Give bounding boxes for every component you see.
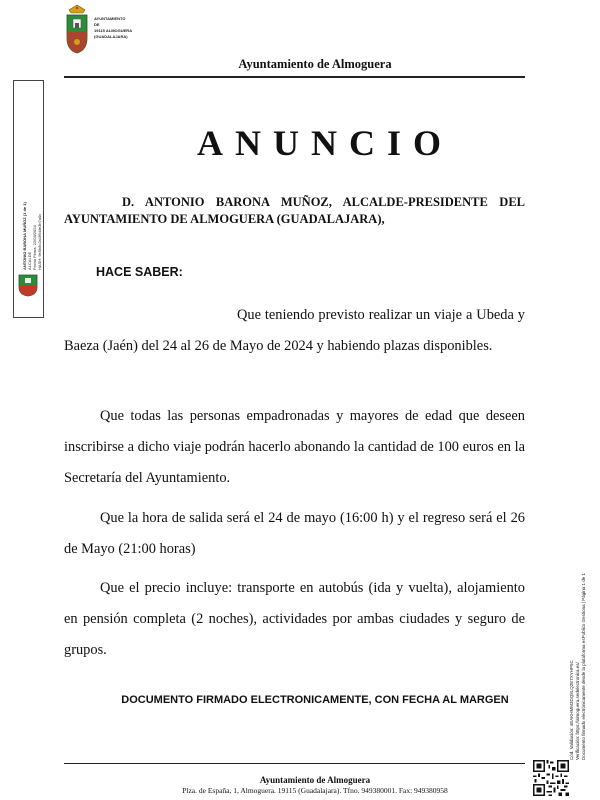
footer-title: Ayuntamiento de Almoguera: [259, 775, 371, 785]
signature-signer: ANTONIO BARONA MUÑOZ (1 de 1): [22, 202, 27, 270]
csv-url: Verificación: https://almoguera.sedelectronica.es/: [575, 662, 580, 760]
csv-code: Cód. Validación: 4EAKHMM3DQ8LQ2E7XYHP5C: [569, 660, 574, 760]
paragraph-trip: Que teniendo previsto realizar un viaje a Ubeda y Baeza (Jaén) del 24 al 26 de Mayo de 2024 y habiendo plazas disponibles.: [64, 307, 525, 354]
signature-seal-icon: [17, 273, 39, 297]
header-divider: [64, 76, 525, 78]
paragraph-schedule: Que la hora de salida será el 24 de mayo (16:00 h) y el regreso será el 26 de Mayo (21:00 horas): [64, 510, 525, 557]
signed-note: DOCUMENTO FIRMADO ELECTRONICAMENTE, CON FECHA AL MARGEN: [121, 694, 509, 706]
csv-note: Documento firmado electrónicamente desde la plataforma esPublico Gestiona | Página 1 de 1: [581, 572, 586, 760]
signature-role: ALCALDE: [27, 251, 32, 270]
signature-hash: HASH: 9e5b8c2a1f6d4e3b7a0c: [37, 213, 42, 270]
footer-divider: [64, 763, 525, 764]
qr-code-icon[interactable]: [533, 760, 569, 796]
header-title: Ayuntamiento de Almoguera: [238, 57, 392, 71]
signature-date: Fecha Firma: 22/03/2024: [32, 225, 37, 270]
paragraph-price-includes: Que el precio incluye: transporte en autobús (ida y vuelta), alojamiento en pensión completa (2 noches), actividades por ambas ciudades y seguro de grupos.: [64, 580, 525, 658]
crest-caption: AYUNTAMIENTO DE 19115 ALMOGUERA (GUADALAJARA): [94, 16, 133, 39]
mayor-heading: D. ANTONIO BARONA MUÑOZ, ALCALDE-PRESIDENTE DEL AYUNTAMIENTO DE ALMOGUERA (GUADALAJARA),: [64, 195, 525, 226]
csv-verification-text: [569, 572, 587, 760]
municipal-crest-icon: [64, 4, 90, 54]
footer-address: Plza. de España, 1, Almoguera. 19115 (Guadalajara). Tfno. 949380001. Fax: 949380958: [182, 786, 448, 795]
signature-margin-text: [22, 150, 42, 270]
paragraph-registration: Que todas las personas empadronadas y mayores de edad que deseen inscribirse a dicho viaje podrán hacerlo abonando la cantidad de 100 euros en la Secretaría del Ayuntamiento.: [64, 408, 525, 486]
hace-saber-label: HACE SABER:: [96, 265, 183, 279]
page-title: ANUNCIO: [196, 123, 453, 163]
